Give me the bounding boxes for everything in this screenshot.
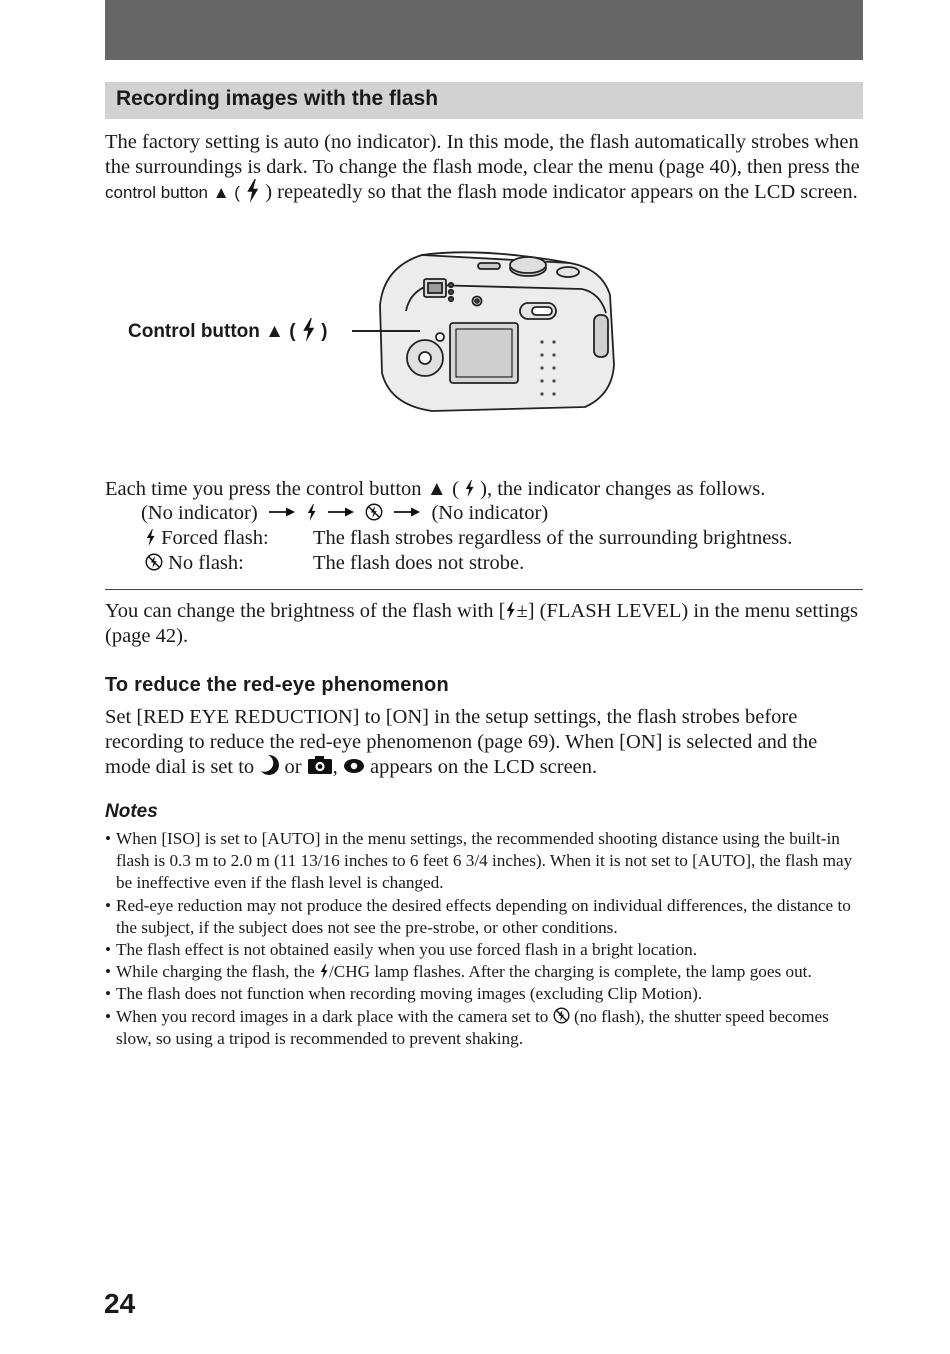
- flash-mode-sequence: (No indicator) (No indicator): [141, 502, 549, 524]
- no-flash-icon: [365, 503, 383, 521]
- list-item: • When [ISO] is set to [AUTO] in the menu settings, the recommended shooting distance using the built-in flash is 0.3 m to 2.0 m (11 13/16 inches to 6 feet 6 3/4 inches). When it is not set to [AUTO], the flash may be ineffective even if the flash level is changed.: [105, 828, 865, 895]
- red-eye-heading: To reduce the red-eye phenomenon: [105, 674, 449, 696]
- intro-paragraph: The factory setting is auto (no indicator). In this mode, the flash automatically strobes when the surroundings is dark. To change the flash mode, clear the menu (page 40), then press the control button ▲ ( ) repeatedly so that the flash mode indicator appears on the LCD screen.: [105, 131, 860, 204]
- notes-title: Notes: [105, 801, 158, 822]
- flash-icon: [301, 318, 316, 342]
- arrow-right-icon: [328, 507, 354, 517]
- control-button-text: control button ▲ (: [105, 183, 240, 203]
- no-flash-icon: [553, 1007, 570, 1024]
- list-item: • While charging the flash, the /CHG lamp flashes. After the charging is complete, the lamp goes out.: [105, 961, 865, 983]
- flash-icon: [505, 602, 516, 619]
- callout-leader-line: [352, 330, 420, 332]
- divider: [105, 589, 863, 590]
- arrow-right-icon: [269, 507, 295, 517]
- flash-level-paragraph: You can change the brightness of the flash with [ ±] (FLASH LEVEL) in the menu settings (page 42).: [105, 600, 858, 647]
- list-item: • Red-eye reduction may not produce the desired effects depending on individual differences, the distance to the subject, if the subject does not see the pre-strobe, or other conditions.: [105, 895, 865, 939]
- moon-icon: [259, 754, 279, 776]
- list-item: • The flash does not function when recording moving images (excluding Clip Motion).: [105, 983, 865, 1005]
- list-item: • The flash effect is not obtained easily when you use forced flash in a bright location.: [105, 939, 865, 961]
- flash-icon: [306, 504, 317, 521]
- red-eye-paragraph: Set [RED EYE REDUCTION] to [ON] in the setup settings, the flash strobes before recording to reduce the red-eye phenomenon (page 69). When [ON] is selected and the mode dial is set to or , appears on the LCD screen.: [105, 706, 818, 779]
- camera-icon: [307, 755, 333, 775]
- arrow-right-icon: [394, 507, 420, 517]
- flash-icon: [245, 179, 260, 203]
- control-button-callout: Control button ▲ ( ): [128, 318, 327, 343]
- sequence-intro: Each time you press the control button ▲ ( ), the indicator changes as follows.: [105, 478, 766, 500]
- legend-no-flash: No flash:: [145, 552, 244, 575]
- flash-icon: [145, 529, 156, 546]
- legend-forced-flash: Forced flash:: [145, 527, 269, 550]
- flash-icon: [464, 480, 475, 497]
- red-eye-icon: [343, 758, 365, 774]
- notes-list: [105, 828, 865, 1050]
- list-item: • When you record images in a dark place with the camera set to (no flash), the shutter speed becomes slow, so using a tripod is recommended to prevent shaking.: [105, 1006, 865, 1050]
- legend-no-flash-description: The flash does not strobe.: [313, 552, 525, 574]
- header-bar: [105, 0, 863, 60]
- flash-icon: [319, 964, 329, 979]
- page-number: 24: [104, 1288, 136, 1319]
- no-flash-icon: [145, 553, 163, 571]
- legend-forced-flash-description: The flash strobes regardless of the surrounding brightness.: [313, 527, 793, 549]
- section-title: Recording images with the flash: [116, 87, 439, 110]
